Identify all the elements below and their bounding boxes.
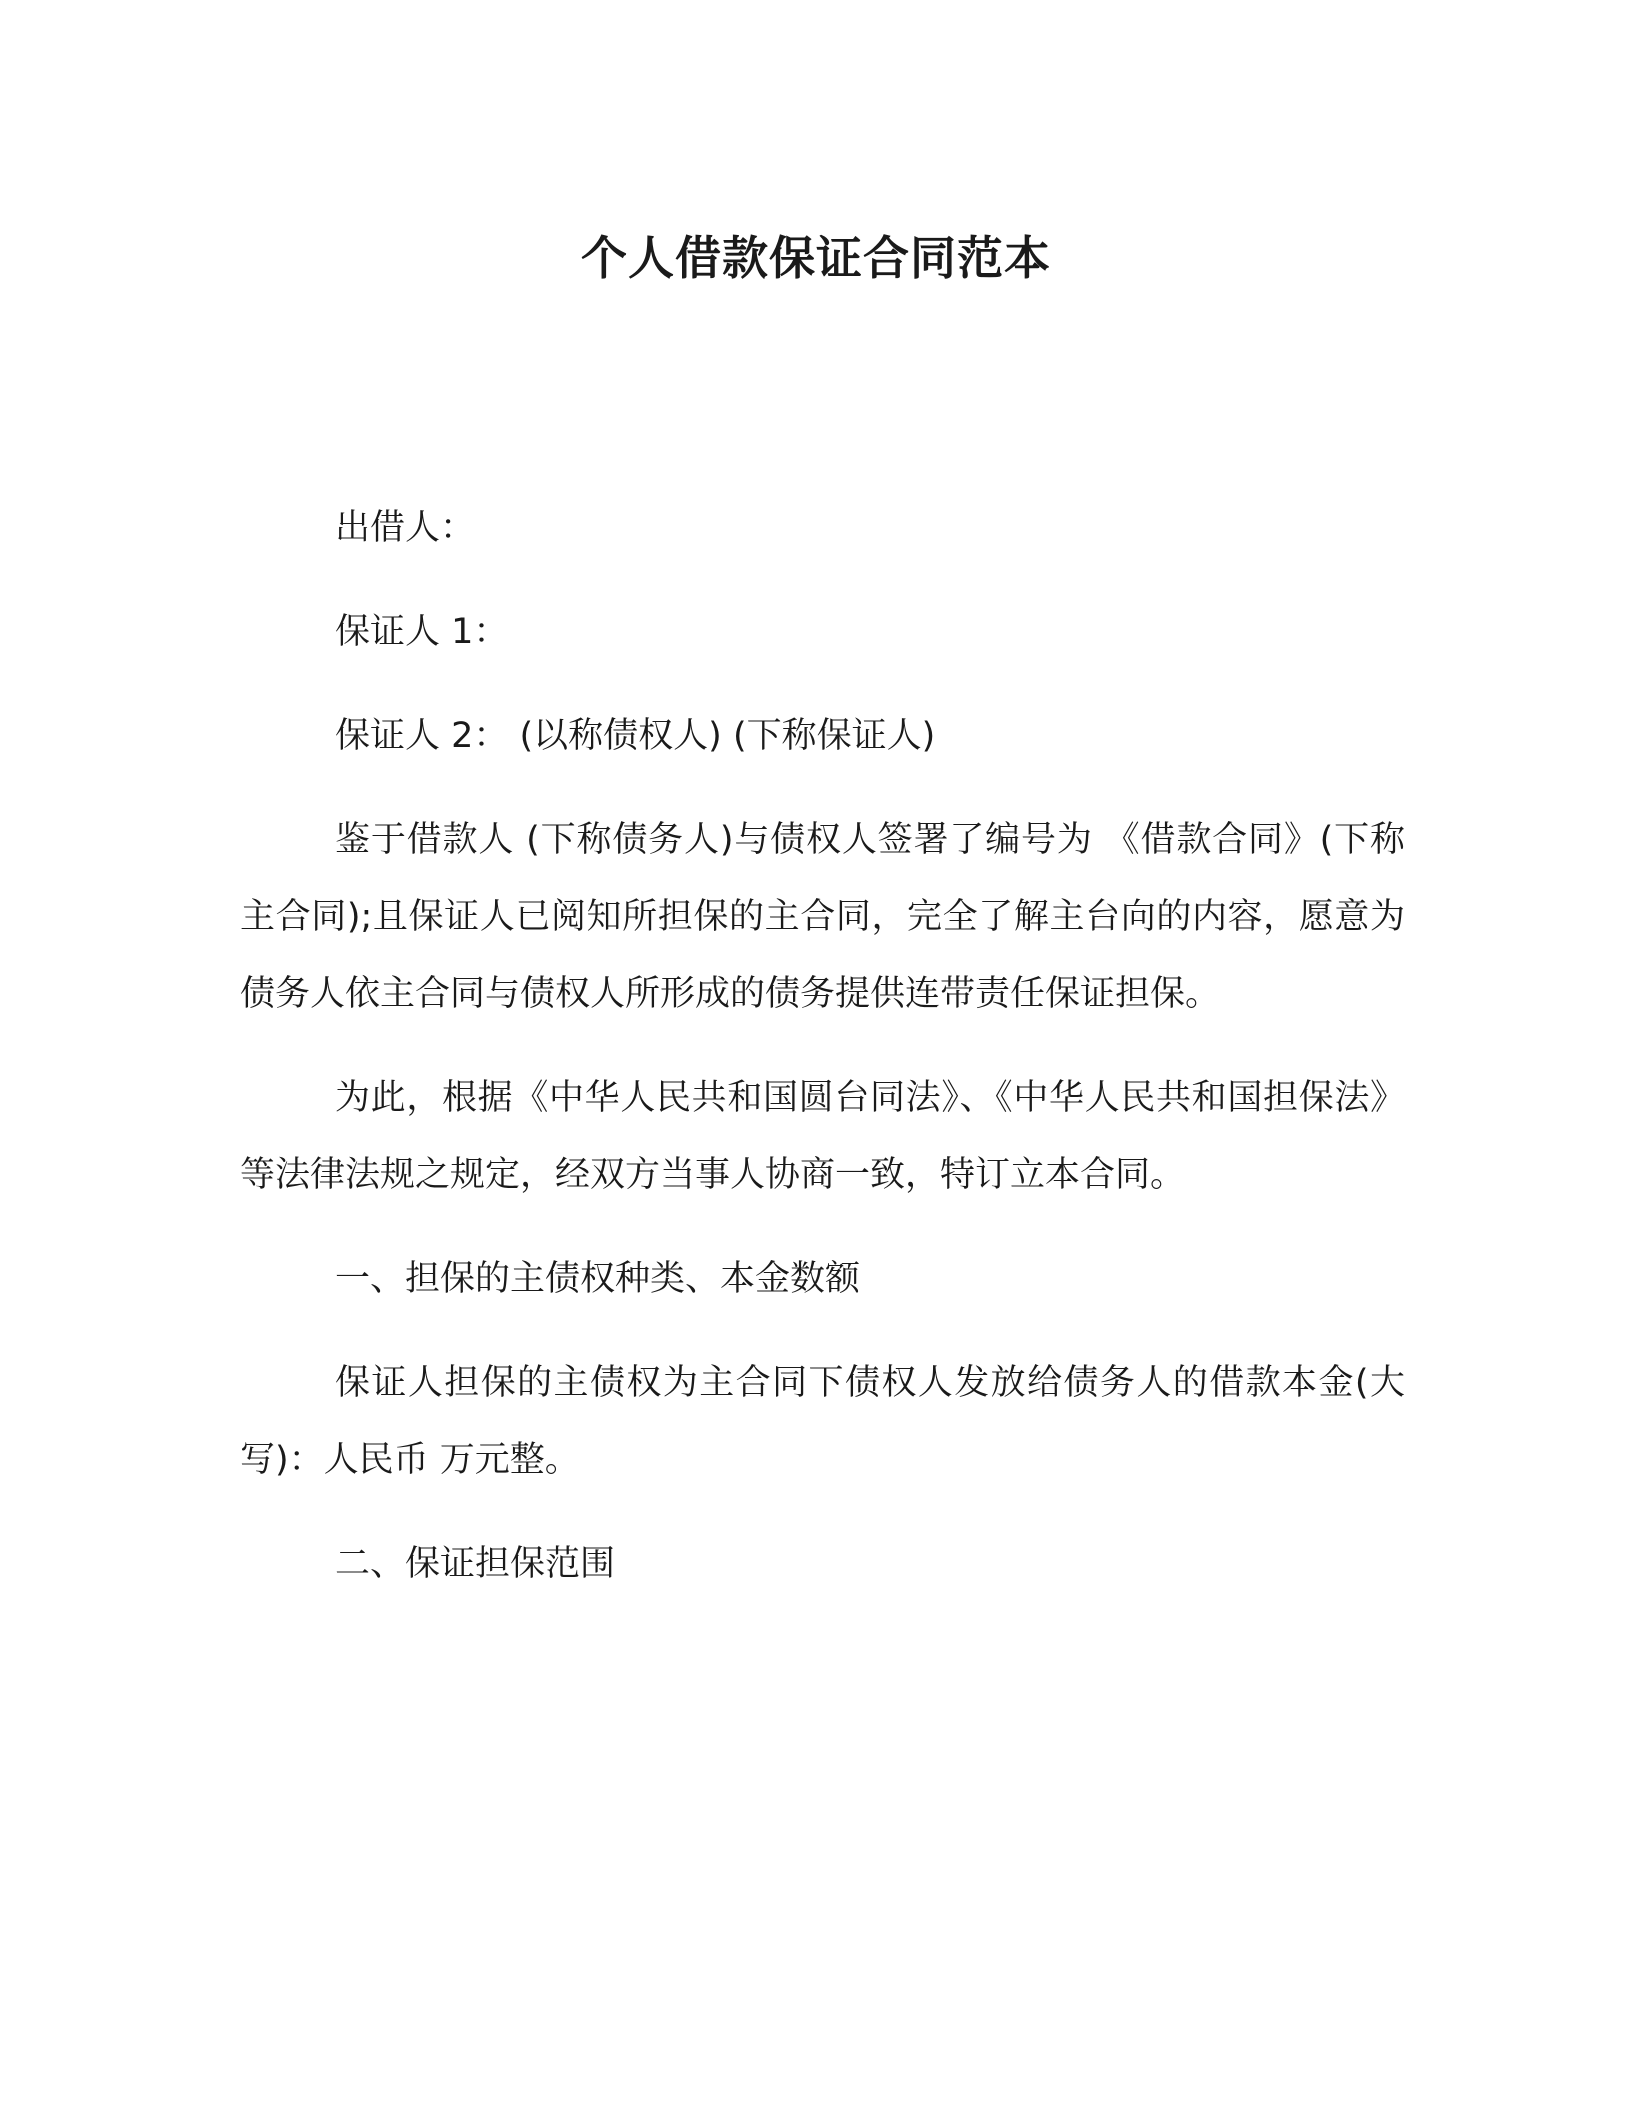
document-body	[240, 490, 1405, 1630]
basis-paragraph: 为此，根据《中华人民共和国圆台同法》、《中华人民共和国担保法》等法律法规之规定，经双方当事人协商一致，特订立本合同。	[240, 1078, 1405, 1195]
whereas-paragraph: 鉴于借款人 (下称债务人)与债权人签署了编号为 《借款合同》(下称主合同);且保证人已阅知所担保的主合同，完全了解主台向的内容，愿意为债务人依主合同与债权人所形成的债务提供连带责任保证担保。	[240, 820, 1405, 1014]
document-title: 个人借款保证合同范本	[581, 231, 1051, 285]
section-2-heading: 二、保证担保范围	[335, 1544, 616, 1584]
section-1-body: 保证人担保的主债权为主合同下债权人发放给债务人的借款本金(大写)：人民币 万元整。	[240, 1363, 1405, 1480]
lender-line: 出借人：	[335, 508, 476, 548]
guarantor-1-line: 保证人 1：	[335, 612, 509, 652]
section-1-heading: 一、担保的主债权种类、本金数额	[335, 1259, 861, 1299]
guarantor-2-line: 保证人 2： (以称债权人) (下称保证人)	[335, 716, 936, 756]
